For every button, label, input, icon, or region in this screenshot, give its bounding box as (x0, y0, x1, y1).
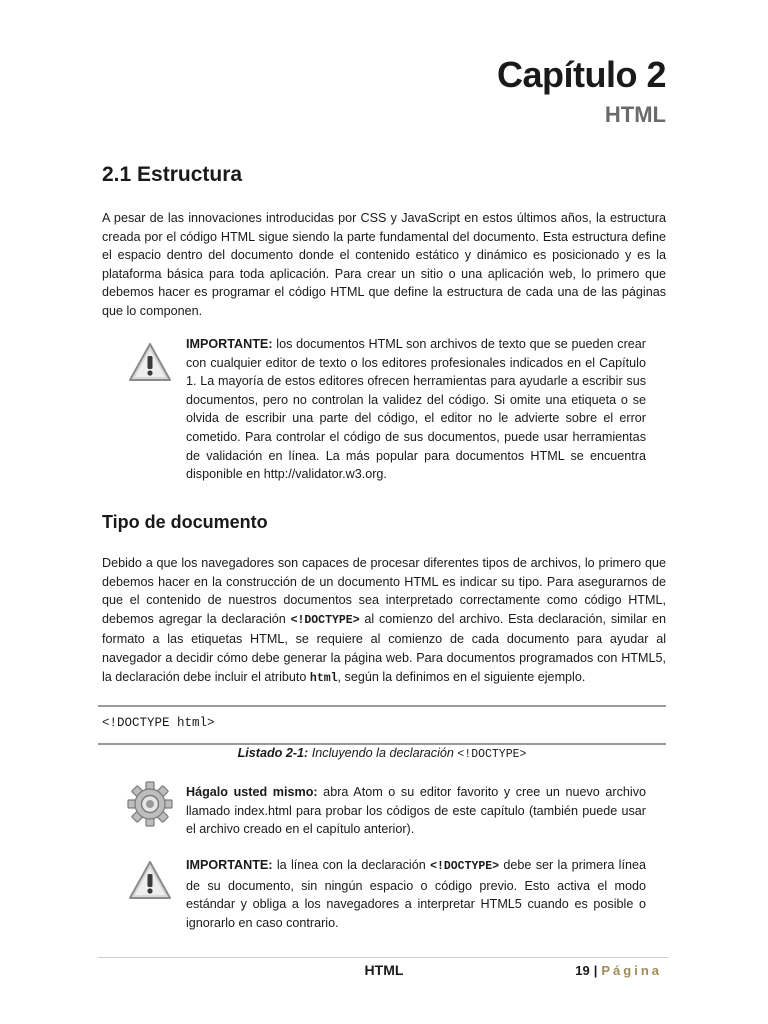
footer-separator: | (593, 963, 598, 978)
code-line: <!DOCTYPE html> (102, 716, 215, 730)
inline-code: <!DOCTYPE> (430, 860, 500, 873)
section-heading: 2.1 Estructura (102, 163, 243, 186)
note-text: los documentos HTML son archivos de texto que se pueden crear con cualquier editor de texto o los editores profesionales indicados en el Capítulo 1. La mayoría de estos editores ofrecen herramientas para ayudarle a escribir sus documentos, pero no controlan la validez del código. Si omite una etiqueta o se olvida de escribir una parte del código, el editor no le advierte sobre el error cometido. Para controlar el código de sus documentos, puede usar herramientas de validación en línea. La más popular para documentos HTML se encuentra disponible en http://validator.w3.org. (186, 337, 646, 482)
page-number: 19 (575, 963, 590, 978)
paragraph-text: al comienzo del archivo. Esta declaración, similar en formato a las etiquetas HTML, se requiere al comienzo de cada documento para ayudar al navegador a decidir cómo debe generar la página web. Para documentos programados con HTML5, la declaración debe incluir el atributo (102, 611, 666, 684)
note-text: la línea con la declaración (272, 858, 431, 872)
doctype-paragraph (102, 554, 666, 688)
inline-code: html (309, 671, 338, 685)
caption-text: Incluyendo la declaración (308, 746, 458, 760)
chapter-subtitle: HTML (604, 102, 666, 127)
note-text: abra Atom o su editor favorito y cree un nuevo archivo llamado index.html para probar los códigos de este capítulo (también puede usar el archivo creado en el capítulo anterior). (186, 785, 646, 837)
note-important-1 (186, 335, 646, 484)
code-listing (98, 705, 666, 745)
note-label: Hágalo usted mismo: (186, 785, 318, 799)
warning-icon (128, 342, 172, 382)
note-label: IMPORTANTE: (186, 337, 273, 351)
listing-caption (98, 746, 666, 761)
intro-paragraph: A pesar de las innovaciones introducidas por CSS y JavaScript en estos últimos años, la estructura creada por el código HTML sigue siendo la parte fundamental del documento. Esta estructura define el espacio dentro del documento donde el contenido estático y dinámico es posicionado y es la plataforma básica para toda aplicación. Para crear un sitio o una aplicación web, lo primero que debemos hacer es programar el código HTML que define la estructura de cada una de las páginas que lo componen. (102, 211, 666, 318)
paragraph-text: , según la definimos en el siguiente ejemplo. (337, 669, 586, 684)
page-word: Página (601, 963, 662, 978)
subsection-heading: Tipo de documento (102, 512, 268, 532)
footer-divider (98, 957, 668, 958)
footer-title: HTML (364, 962, 404, 978)
note-text: debe ser la primera línea de su documento, sin ningún espacio o código previo. Esto activa el modo estándar y obliga a los navegadores a interpretar HTML5 cuando es posible o ignorarlo en caso contrario. (186, 858, 646, 930)
note-label: IMPORTANTE: (186, 858, 273, 872)
footer-page-indicator (575, 963, 662, 978)
caption-code: <!DOCTYPE> (457, 748, 527, 761)
gear-icon (126, 780, 174, 828)
warning-icon (128, 860, 172, 900)
chapter-title: Capítulo 2 (496, 54, 666, 95)
inline-code: <!DOCTYPE> (290, 613, 360, 627)
note-important-2 (186, 856, 646, 932)
paragraph-text: Debido a que los navegadores son capaces de procesar diferentes tipos de archivos, lo primero que debemos hacer en la construcción de un documento HTML es indicar su tipo. Para asegurarnos de que el contenido de nuestros documentos sea interpretado correctamente como código HTML, debemos agregar la declaración (102, 556, 666, 626)
caption-label: Listado 2-1: (237, 746, 309, 760)
note-do-it-yourself (186, 783, 646, 839)
